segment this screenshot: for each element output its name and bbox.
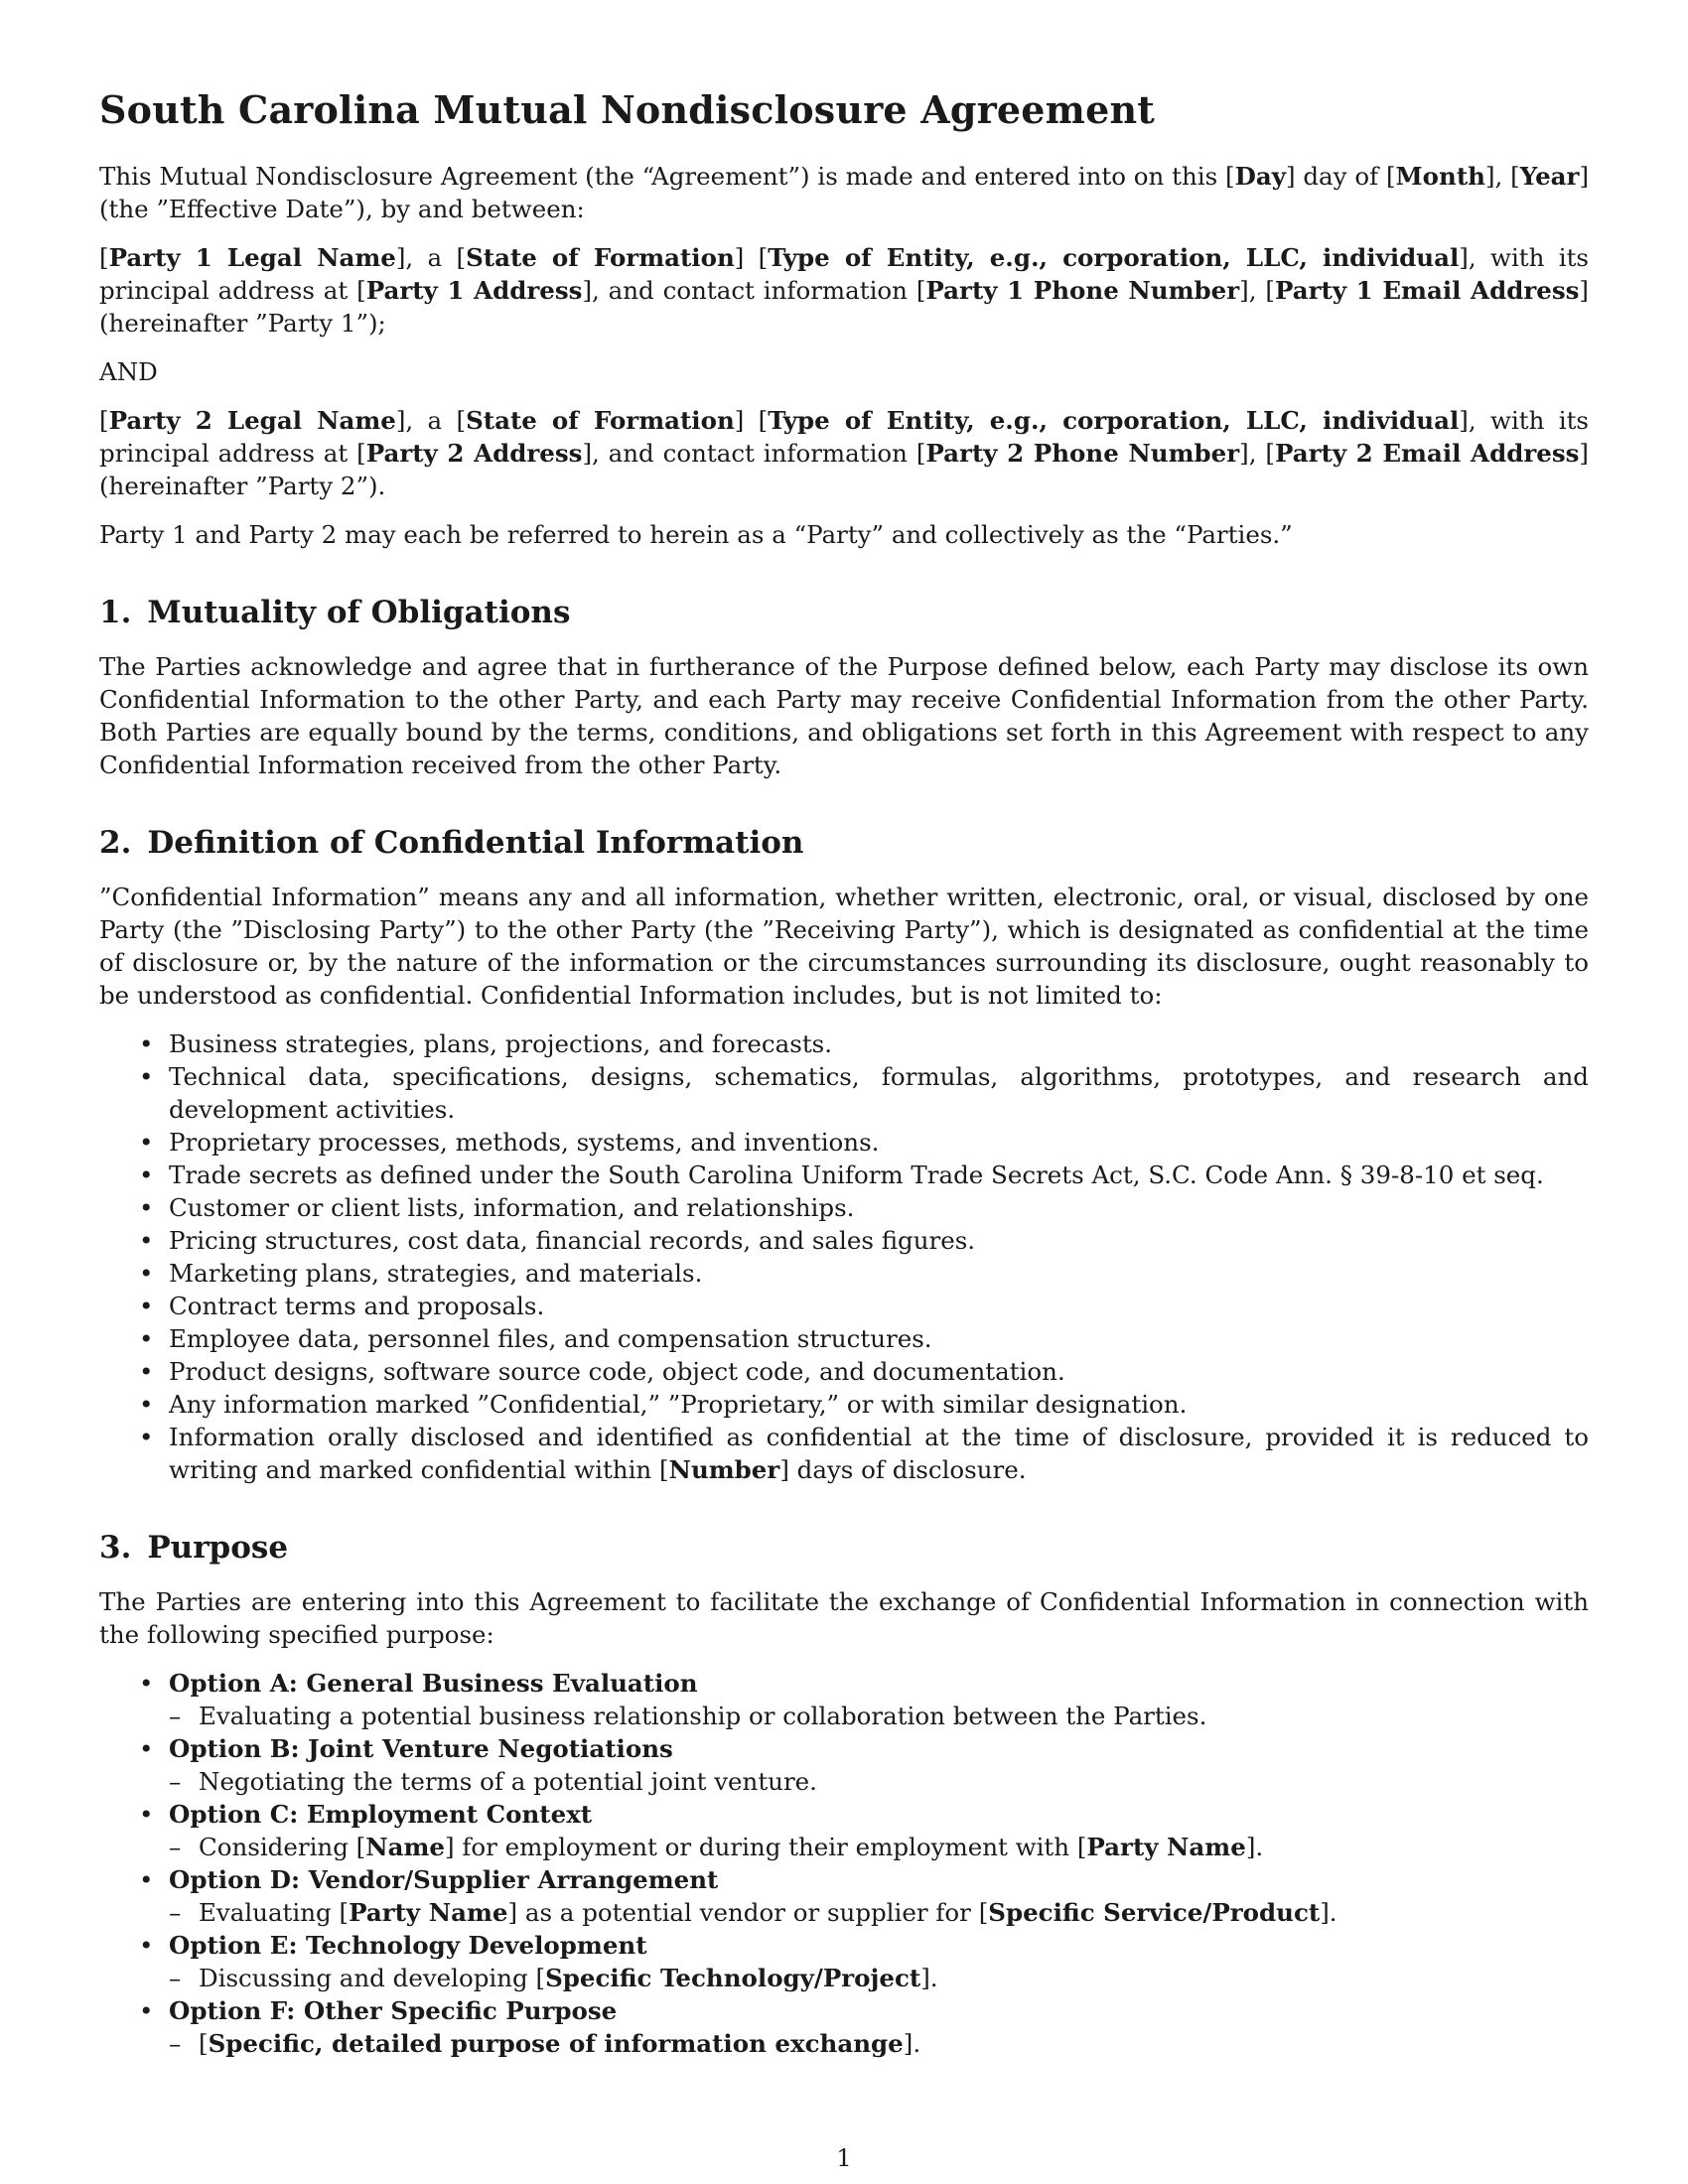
option-description: – Evaluating a potential business relationship or collaboration between the Parties. [169,1700,1589,1732]
day-placeholder: Day [1234,162,1286,191]
party2-email-placeholder: Party 2 Email Address [1274,439,1580,468]
project-placeholder: Specific Technology/Project [545,1964,921,1992]
party1-entity-placeholder: Type of Entity, e.g., corporation, LLC, individual [768,243,1460,272]
option-title: Option C: Employment Context [169,1800,593,1829]
parties-paragraph: Party 1 and Party 2 may each be referred to herein as a “Party” and collectively as the “Parties.” [99,520,1293,549]
document-page [99,87,1589,2060]
party1-email-placeholder: Party 1 Email Address [1274,276,1580,305]
section-number: 3. [99,1530,132,1566]
list-item: • Product designs, software source code, object code, and documentation. [99,1355,1589,1388]
party1-name-placeholder: Party 1 Legal Name [108,243,396,272]
section-body: ”Confidential Information” means any and all information, whether written, electronic, oral, or visual, disclosed by one Party (the ”Disclosing Party”) to the other Party (the ”Receiving Party”), which is designated as confidential at the time of disclosure or, by the nature of the information or the circumstances surrounding its disclosure, ought reasonably to be understood as confidential. Confidential Information includes, but is not limited to: [99,883,1589,1010]
list-item: • Customer or client lists, information, and relationships. [99,1191,1589,1224]
purpose-option [99,1798,1589,1863]
party1-state-placeholder: State of Formation [466,243,735,272]
list-item: • Any information marked ”Confidential,” ”Proprietary,” or with similar designation. [99,1388,1589,1421]
option-title: Option A: General Business Evaluation [169,1669,698,1698]
list-item: • Proprietary processes, methods, systems, and inventions. [99,1126,1589,1159]
purpose-option [99,1667,1589,1732]
option-description: – Considering [Name] for employment or during their employment with [Party Name]. [169,1831,1589,1863]
section-heading [99,595,1589,630]
list-item: • Information orally disclosed and identified as confidential at the time of disclosure, provided it is reduced to writing and marked confidential within [Number] days of disclosure. [99,1421,1589,1486]
party-name-placeholder: Party Name [1086,1833,1246,1861]
purpose-option [99,1863,1589,1929]
list-item: • Employee data, personnel files, and compensation structures. [99,1322,1589,1355]
list-item: • Business strategies, plans, projections, and forecasts. [99,1027,1589,1060]
party2-name-placeholder: Party 2 Legal Name [108,406,396,435]
section-title: Definition of Confidential Information [147,825,804,861]
party2-paragraph: [Party 2 Legal Name], a [State of Formation] [Type of Entity, e.g., corporation, LLC, individual], with its principal address at [Party 2 Address], and contact information [Party 2 Phone Number], [Party 2 Email Address] (hereinafter ”Party 2”). [99,406,1589,500]
party2-phone-placeholder: Party 2 Phone Number [925,439,1240,468]
section-number: 1. [99,595,132,630]
section-number: 2. [99,825,132,861]
purpose-placeholder: Specific, detailed purpose of information exchange [208,2029,904,2058]
section-title: Mutuality of Obligations [147,595,571,630]
list-item: • Technical data, specifications, designs, schematics, formulas, algorithms, prototypes, and research and development activities. [99,1060,1589,1126]
section-body: The Parties are entering into this Agreement to facilitate the exchange of Confidential Information in connection with the following specified purpose: [99,1587,1589,1649]
purpose-option [99,1929,1589,1994]
and-separator: AND [99,357,158,386]
page-number: 1 [836,2144,852,2172]
option-description: – Negotiating the terms of a potential joint venture. [169,1765,1589,1798]
section-body: The Parties acknowledge and agree that in furtherance of the Purpose defined below, each Party may disclose its own Confidential Information to the other Party, and each Party may receive Confidential Information from the other Party. Both Parties are equally bound by the terms, conditions, and obligations set forth in this Agreement with respect to any Confidential Information received from the other Party. [99,652,1589,779]
purpose-option [99,1994,1589,2060]
option-description: – Discussing and developing [Specific Technology/Project]. [169,1962,1589,1994]
option-title: Option E: Technology Development [169,1931,647,1960]
option-title: Option D: Vendor/Supplier Arrangement [169,1865,719,1894]
list-item: • Pricing structures, cost data, financial records, and sales figures. [99,1224,1589,1257]
party1-paragraph: [Party 1 Legal Name], a [State of Formation] [Type of Entity, e.g., corporation, LLC, individual], with its principal address at [Party 1 Address], and contact information [Party 1 Phone Number], [Party 1 Email Address] (hereinafter ”Party 1”); [99,243,1589,338]
document-title: South Carolina Mutual Nondisclosure Agreement [99,87,1156,132]
number-placeholder: Number [668,1455,780,1484]
option-description: – Evaluating [Party Name] as a potential vendor or supplier for [Specific Service/Product]. [169,1896,1589,1929]
party-name-placeholder: Party Name [349,1898,508,1927]
party1-address-placeholder: Party 1 Address [365,276,583,305]
option-title: Option B: Joint Venture Negotiations [169,1734,673,1763]
month-placeholder: Month [1395,162,1485,191]
name-placeholder: Name [365,1833,446,1861]
section-title: Purpose [147,1530,289,1566]
party2-entity-placeholder: Type of Entity, e.g., corporation, LLC, individual [768,406,1460,435]
party1-phone-placeholder: Party 1 Phone Number [925,276,1240,305]
section-heading [99,1530,1589,1566]
party2-state-placeholder: State of Formation [466,406,735,435]
party2-address-placeholder: Party 2 Address [365,439,583,468]
list-item: • Trade secrets as defined under the South Carolina Uniform Trade Secrets Act, S.C. Code Ann. § 39-8-10 et seq. [99,1159,1589,1191]
year-placeholder: Year [1519,162,1580,191]
confidential-info-list [99,1027,1589,1486]
purpose-options-list [99,1667,1589,2060]
list-item: • Marketing plans, strategies, and materials. [99,1257,1589,1290]
option-title: Option F: Other Specific Purpose [169,1996,618,2025]
intro-paragraph: This Mutual Nondisclosure Agreement (the “Agreement”) is made and entered into on this [Day] day of [Month], [Year] (the ”Effective Date”), by and between: [99,162,1589,223]
purpose-option [99,1732,1589,1798]
service-placeholder: Specific Service/Product [988,1898,1321,1927]
section-heading [99,825,1589,861]
list-item: • Contract terms and proposals. [99,1290,1589,1322]
option-description: – [Specific, detailed purpose of information exchange]. [169,2027,1589,2060]
